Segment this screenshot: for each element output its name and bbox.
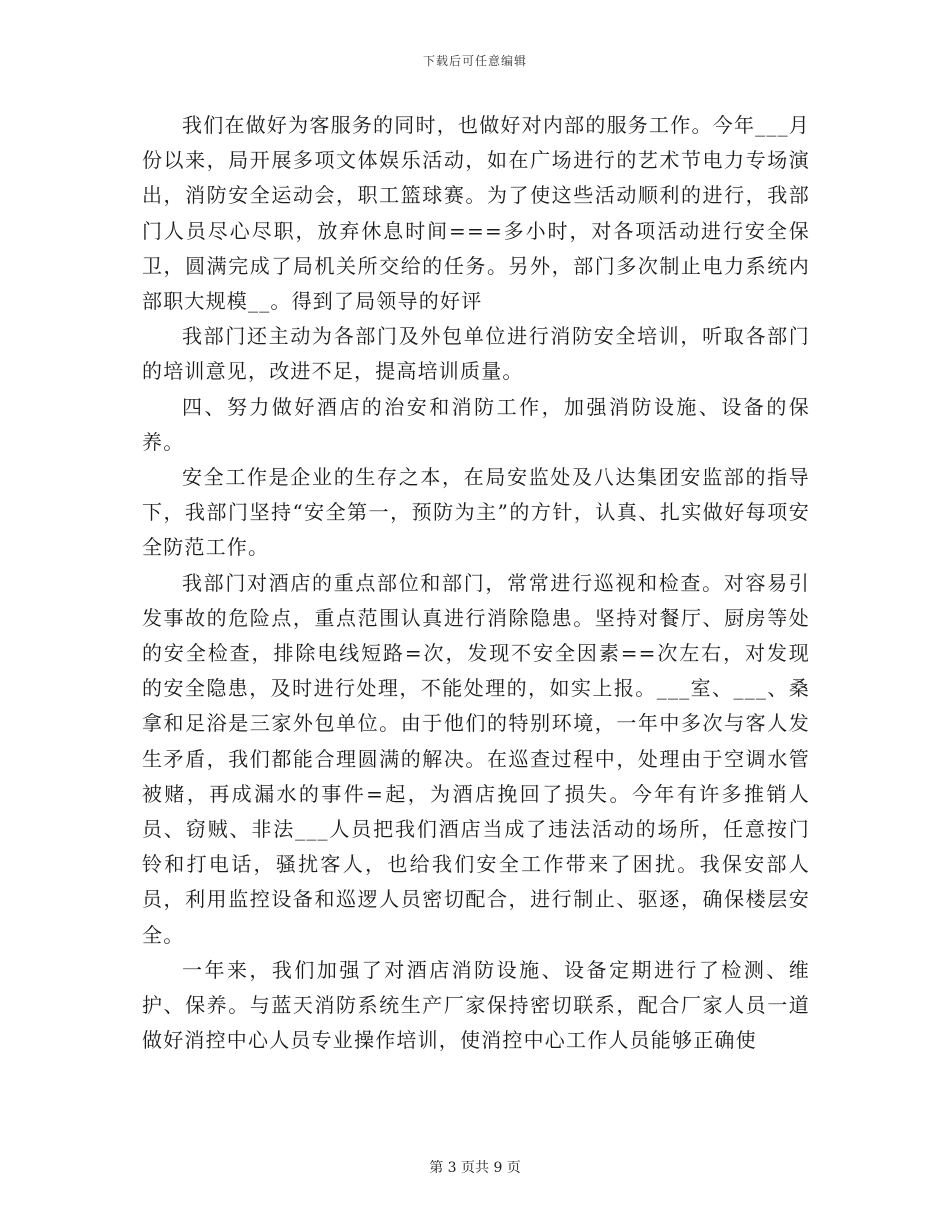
paragraph-fire-training: 我部门还主动为各部门及外包单位进行消防安全培训，听取各部门的培训意见，改进不足，提高培训质量。	[142, 324, 810, 384]
page-header-note: 下载后可任意编辑	[422, 54, 527, 68]
page-number-footer: 第 3 页共 9 页	[429, 1160, 521, 1176]
paragraph-section-four-heading: 四、努力做好酒店的治安和消防工作，加强消防设施、设备的保养。	[142, 394, 810, 454]
paragraph-inspections: 我部门对酒店的重点部位和部门，常常进行巡视和检查。对容易引发事故的危险点，重点范围认真进行消除隐患。坚持对餐厅、厨房等处的安全检查，排除电线短路=次，发现不安全因素==次左右，对发现的安全隐患，及时进行处理，不能处理的，如实上报。___室、___、桑拿和足浴是三家外包单位。由于他们的特别环境，一年中多次与客人发生矛盾，我们都能合理圆满的解决。在巡查过程中，处理由于空调水管被赌，再成漏水的事件=起，为酒店挽回了损失。今年有许多推销人员、窃贼、非法___人员把我们酒店当成了违法活动的场所，任意按门铃和打电话，骚扰客人，也给我们安全工作带来了困扰。我保安部人员，利用监控设备和巡逻人员密切配合，进行制止、驱逐，确保楼层安全。	[142, 570, 810, 947]
paragraph-fire-equipment: 一年来，我们加强了对酒店消防设施、设备定期进行了检测、维护、保养。与蓝天消防系统生产厂家保持密切联系，配合厂家人员一道做好消控中心人员专业操作培训，使消控中心工作人员能够正确使	[142, 957, 810, 1053]
paragraph-safety-principle: 安全工作是企业的生存之本，在局安监处及八达集团安监部的指导下，我部门坚持“安全第一，预防为主”的方针，认真、扎实做好每项安全防范工作。	[142, 465, 810, 560]
paragraph-internal-service: 我们在做好为客服务的同时，也做好对内部的服务工作。今年___月份以来，局开展多项文体娱乐活动，如在广场进行的艺术节电力专场演出，消防安全运动会，职工篮球赛。为了使这些活动顺利的进行，我部门人员尽心尽职，放弃休息时间===多小时，对各项活动进行安全保卫，圆满完成了局机关所交给的任务。另外，部门多次制止电力系统内部职大规模__。得到了局领导的好评	[142, 113, 810, 314]
document-body	[142, 108, 810, 1058]
